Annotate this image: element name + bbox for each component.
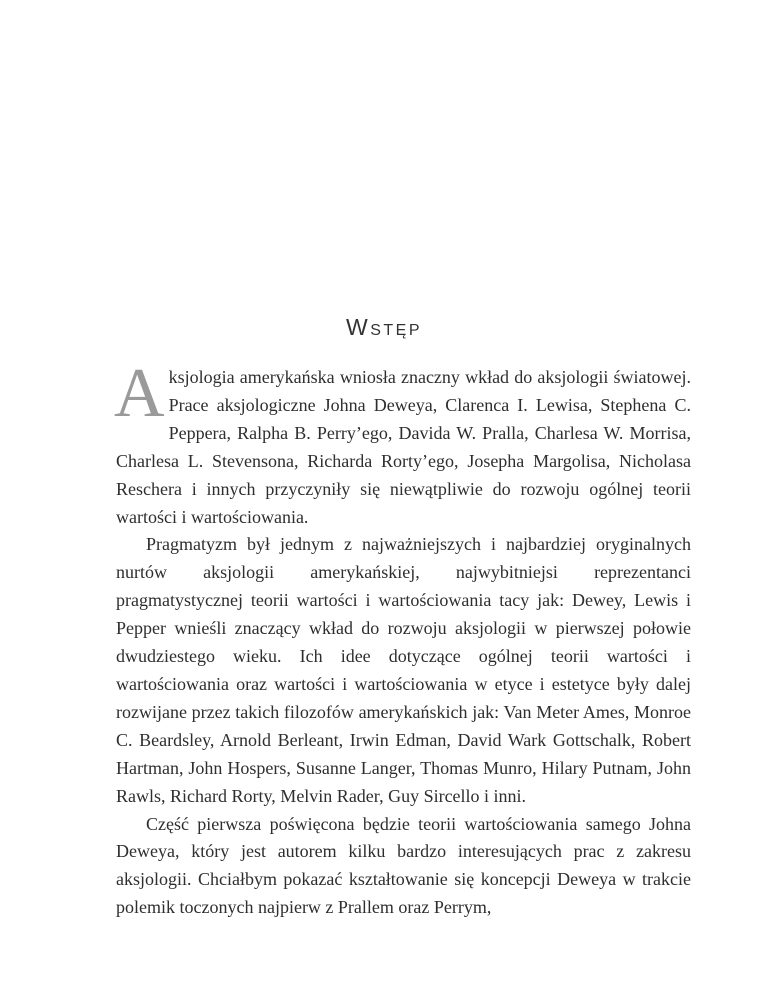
paragraph-part-one: Część pierwsza poświęcona będzie teorii wartościowania samego Johna Deweya, który jest autorem kilku bardzo interesujących prac z zakresu aksjologii. Chciałbym pokazać kształtowanie się koncepcji Deweya w trakcie polemik toczonych najpierw z Prallem oraz Perrym,: [116, 813, 691, 918]
body-text: [114, 355, 691, 922]
intro-paragraph: [114, 355, 691, 531]
paragraph-pragmatism: Pragmatyzm był jednym z najważniejszych i najbardziej oryginalnych nurtów aksjologii amerykańskiej, najwybitniejsi reprezentanci pragmatystycznej teorii wartości i wartościowania tacy jak: Dewey, Lewis i Pepper wnieśli znaczący wkład do rozwoju aksjologii w pierwszej połowie dwudziestego wieku. Ich idee dotyczące ogólnej teorii wartości i wartościowania oraz wartości i wartościowania w etyce i estetyce były dalej rozwijane przez takich filozofów amerykańskich jak: Van Meter Ames, Monroe C. Beardsley, Arnold Berleant, Irwin Edman, David Wark Gottschalk, Robert Hartman, John Hospers, Susanne Langer, Thomas Munro, Hilary Putnam, John Rawls, Richard Rorty, Melvin Rader, Guy Sircello i inni.: [116, 534, 691, 806]
intro-paragraph-text: ksjologia amerykańska wniosła znaczny wkład do aksjologii światowej. Prace aksjologiczne Johna Deweya, Clarenca I. Lewisa, Stephena C. Peppera, Ralpha B. Perry’ego, Davida W. Pralla, Charlesa W. Morrisa, Charlesa L. Stevensona, Richarda Rorty’ego, Josepha Margolisa, Nicholasa Reschera i innych przyczyniły się niewątpliwie do rozwoju ogólnej teorii wartości i wartościowania.: [116, 367, 691, 527]
drop-cap: A: [114, 355, 165, 432]
chapter-title: Wstęp: [346, 314, 422, 340]
